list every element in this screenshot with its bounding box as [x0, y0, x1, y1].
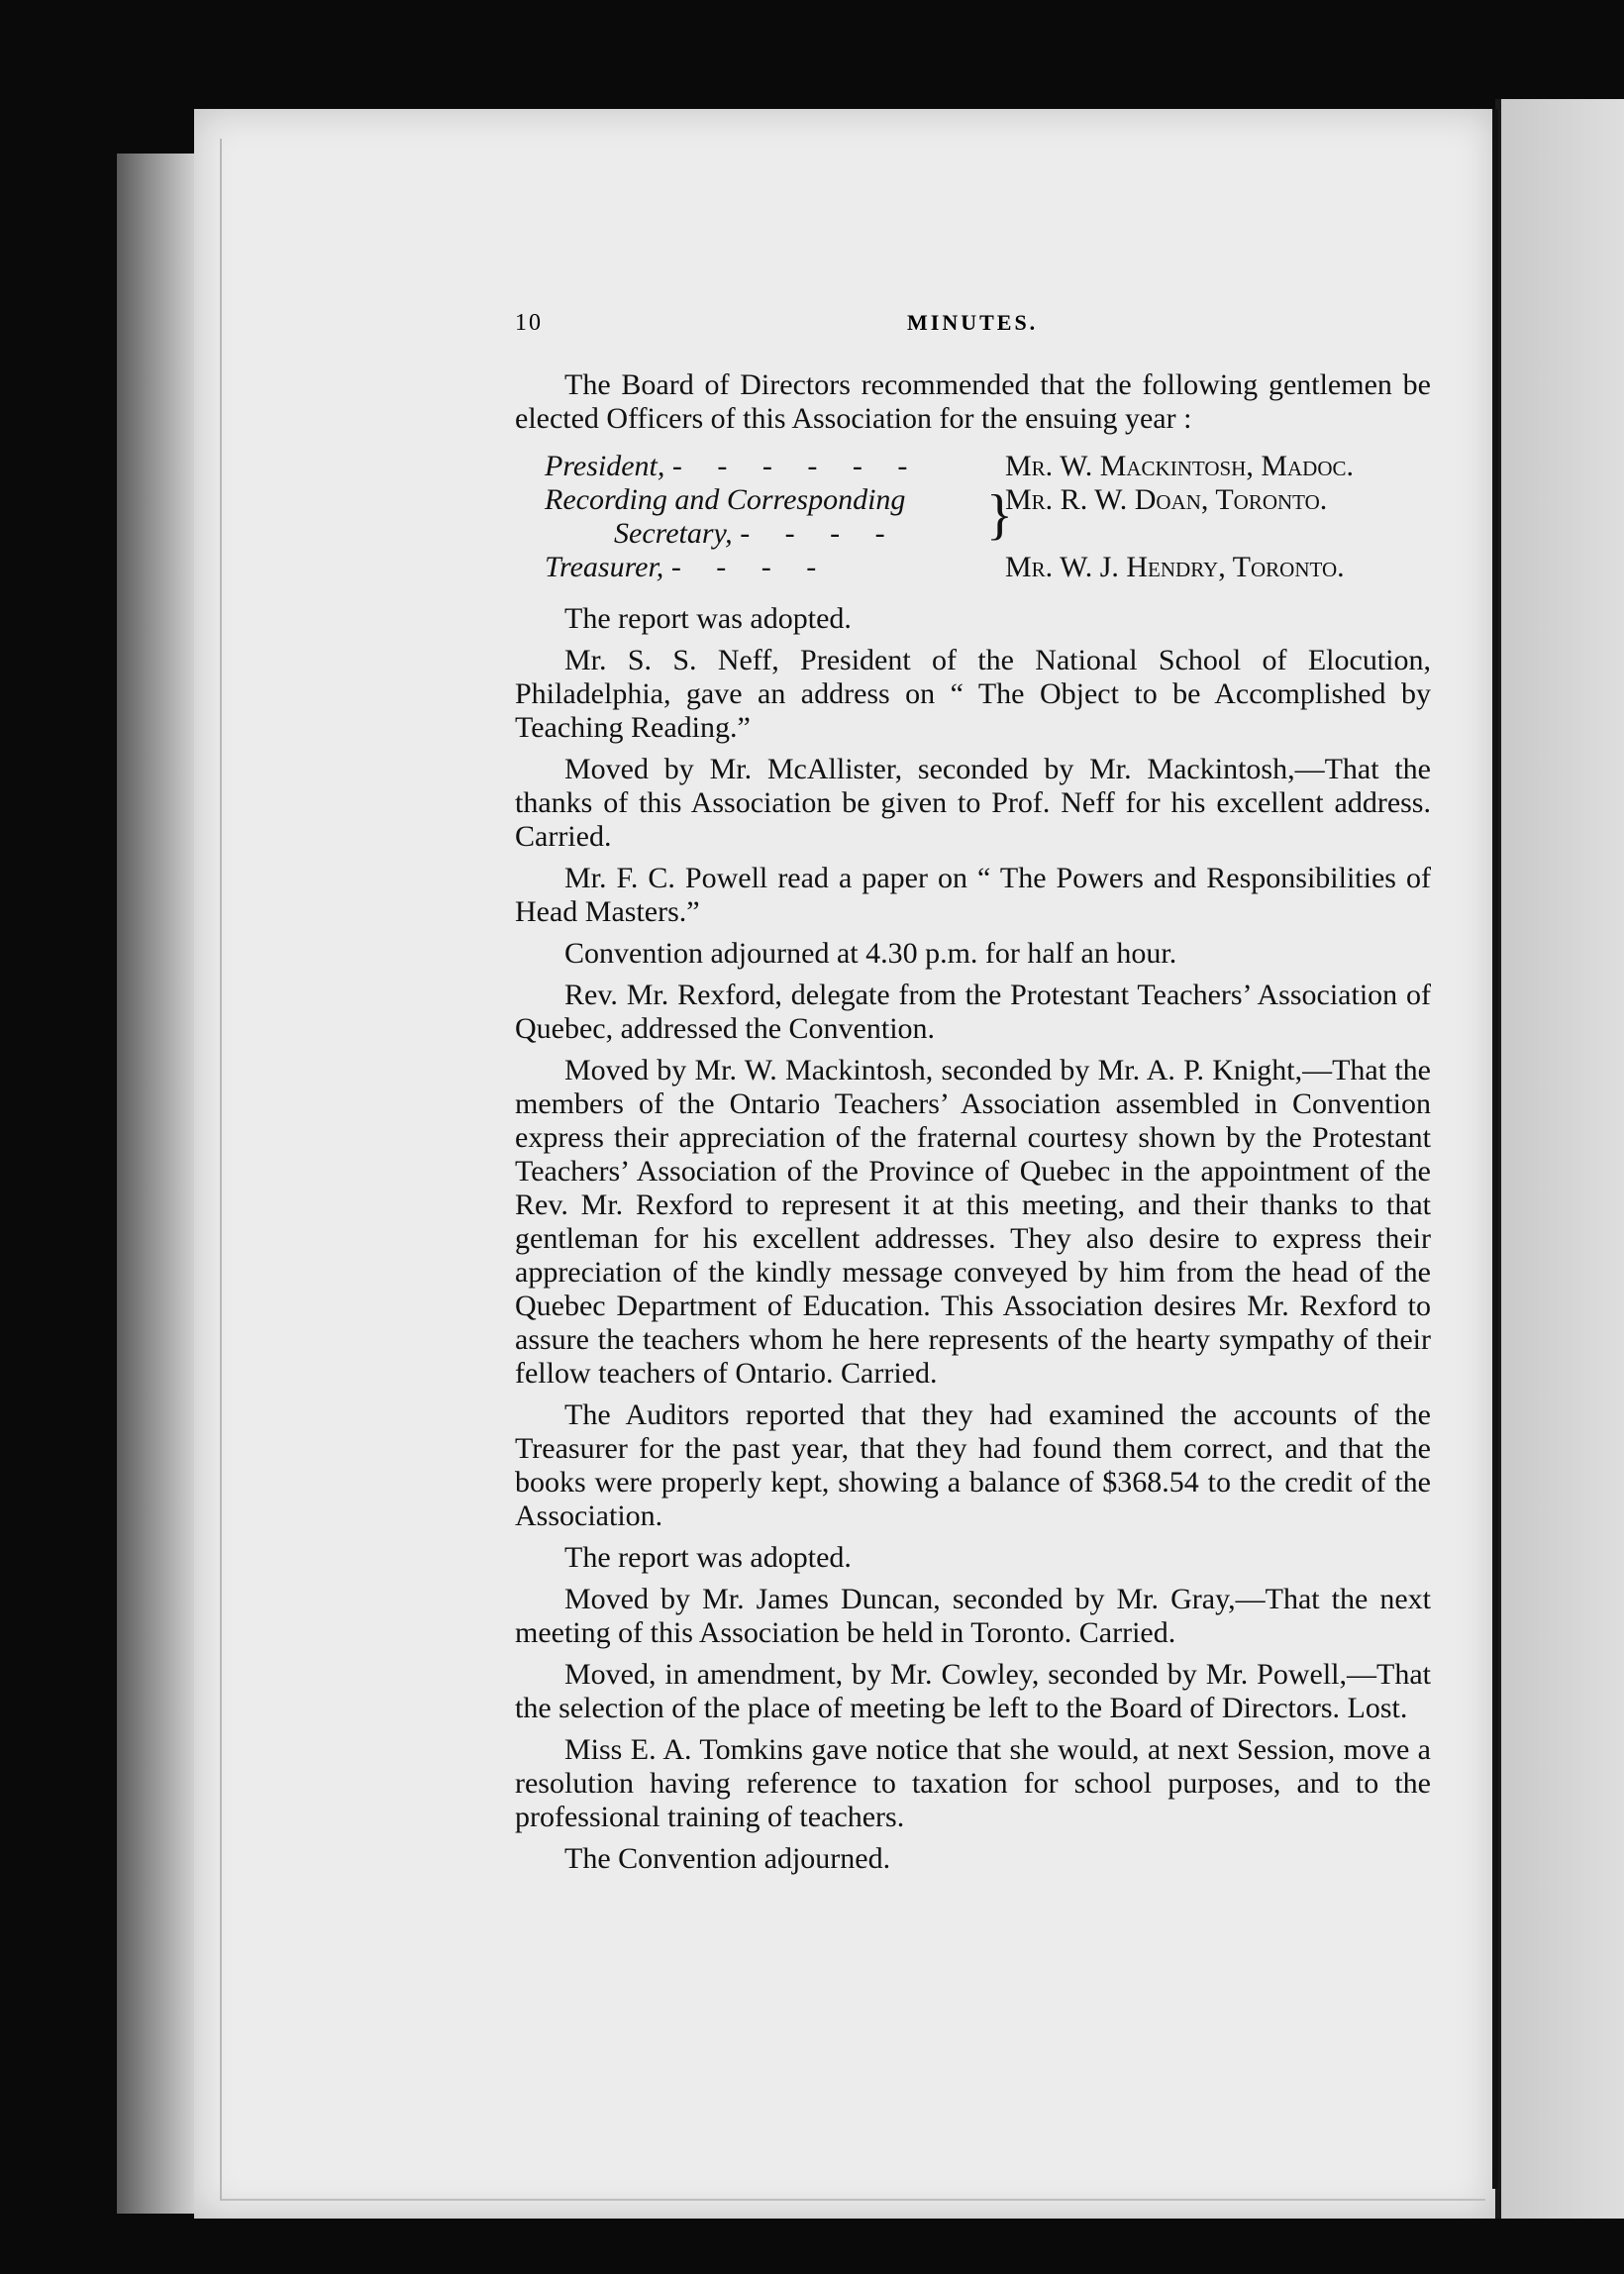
minutes-paragraph: The Convention adjourned.	[564, 1842, 891, 1875]
officer-name	[1005, 517, 1431, 551]
minutes-paragraph: The report was adopted.	[564, 602, 852, 635]
officer-title: Secretary, - - - -	[614, 517, 899, 550]
minutes-paragraph: Moved by Mr. W. Mackintosh, seconded by Mr. A. P. Knight,—That the members of the Ontario Teachers’ Association assembled in Convention express their appreciation of the fraternal courtesy shown by the Protestant Teachers’ Association of the Province of Quebec in the appointment of the Rev. Mr. Rexford to represent it at this meeting, and their thanks to that gentleman for his excellent addresses. They also desire to express their appreciation of the kindly message conveyed by him from the head of the Quebec Department of Education. This Association desires Mr. Rexford to assure the teachers whom he here represents of the hearty sympathy of their fellow teachers of Ontario. Carried.	[515, 1054, 1431, 1390]
minutes-paragraph: Mr. F. C. Powell read a paper on “ The Powers and Responsibilities of Head Masters.”	[515, 862, 1431, 928]
minutes-paragraph: Moved by Mr. McAllister, seconded by Mr. Mackintosh,—That the thanks of this Association be given to Prof. Neff for his excellent address. Carried.	[515, 753, 1431, 853]
minutes-paragraph: The Auditors reported that they had examined the accounts of the Treasurer for the past year, that they had found them correct, and that the books were properly kept, showing a balance of $368.54 to the credit of the Association.	[515, 1398, 1431, 1532]
officer-row	[545, 450, 1436, 483]
minutes-paragraph: Rev. Mr. Rexford, delegate from the Protestant Teachers’ Association of Quebec, addressed the Convention.	[515, 979, 1431, 1045]
intro-paragraph: The Board of Directors recommended that the following gentlemen be elected Officers of this Association for the ensuing year :	[515, 368, 1431, 435]
running-head	[515, 310, 1431, 346]
officer-name: Mr. R. W. Doan, Toronto.	[1005, 483, 1328, 516]
facing-page-edge	[1495, 99, 1624, 2219]
book-spine	[1492, 109, 1498, 2189]
officer-title: Treasurer, - - - -	[545, 551, 831, 583]
page-number: 10	[515, 310, 543, 336]
minutes-paragraph: Moved, in amendment, by Mr. Cowley, seconded by Mr. Powell,—That the selection of the place of meeting be left to the Board of Directors. Lost.	[515, 1658, 1431, 1724]
minutes-paragraph: Mr. S. S. Neff, President of the National School of Elocution, Philadelphia, gave an address on “ The Object to be Accomplished by Teaching Reading.”	[515, 644, 1431, 744]
minutes-paragraph: Miss E. A. Tomkins gave notice that she would, at next Session, move a resolution having reference to taxation for school purposes, and to the professional training of teachers.	[515, 1733, 1431, 1833]
officer-title: Recording and Corresponding	[545, 483, 906, 516]
officer-name: Mr. W. Mackintosh, Madoc.	[1005, 450, 1355, 482]
brace-mark: }	[986, 484, 1013, 546]
minutes-paragraph: Moved by Mr. James Duncan, seconded by Mr. Gray,—That the next meeting of this Association be held in Toronto. Carried.	[515, 1583, 1431, 1649]
page-stack-edge	[117, 154, 194, 2214]
page-body	[515, 368, 1431, 1884]
leader-dots: - - - - - -	[671, 450, 922, 482]
running-title: MINUTES.	[907, 310, 1039, 335]
officer-row	[545, 551, 1436, 584]
minutes-paragraph: Convention adjourned at 4.30 p.m. for half an hour.	[564, 937, 1177, 970]
officers-list	[545, 450, 1436, 584]
officer-name: Mr. W. J. Hendry, Toronto.	[1005, 551, 1345, 583]
leader-dots: - - - -	[670, 551, 831, 583]
officer-title: President, - - - - - -	[545, 450, 922, 482]
leader-dots: - - - -	[740, 517, 899, 550]
minutes-paragraph: The report was adopted.	[564, 1541, 852, 1574]
